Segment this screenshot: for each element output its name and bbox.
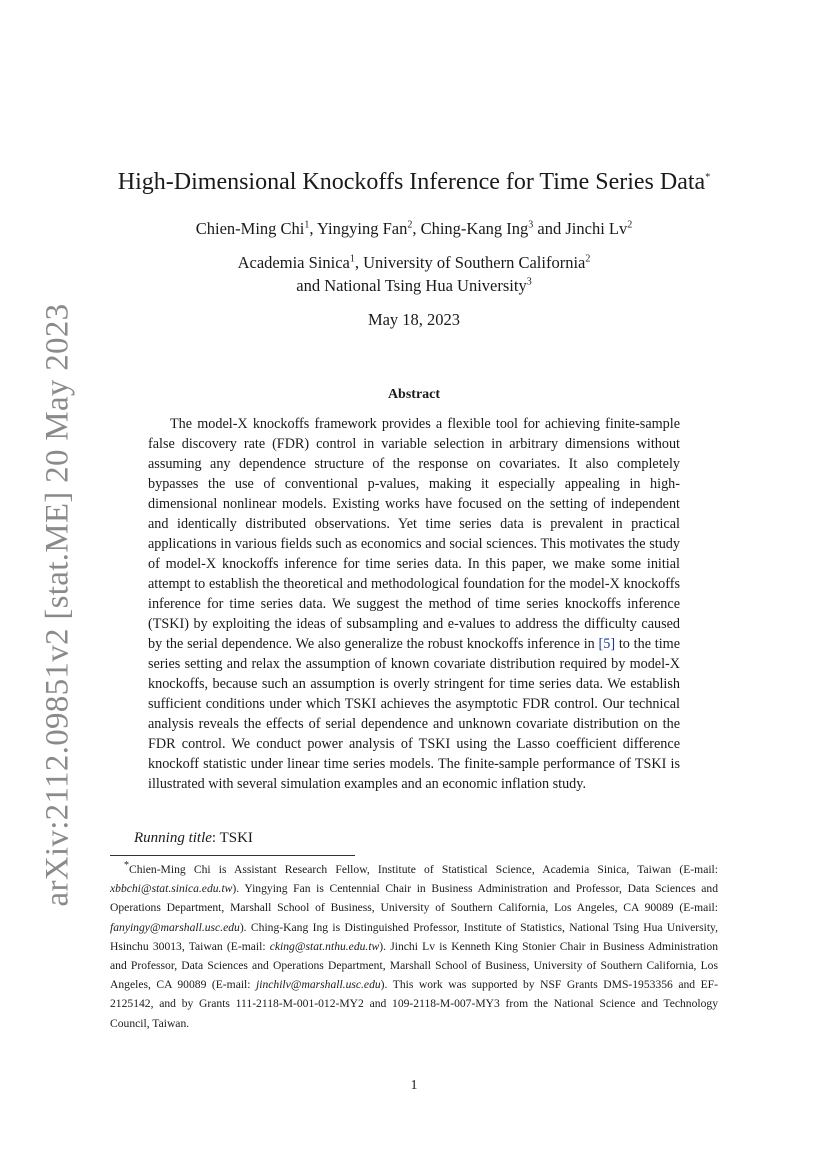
affiliation-name: University of Southern California (363, 253, 586, 272)
footnote-text: ). Ching-Kang Ing is Distinguished Professor, Institute of Statistics, National Tsing Hua University, Hsinchu 30013, Taiwan (E-mail: (110, 920, 718, 953)
abstract-text: The model-X knockoffs framework provides a flexible tool for achieving finite-sample false discovery rate (FDR) control in variable selection in arbitrary dimensions without assuming any dependence structure of the response on covariates. It also completely bypasses the use of conventional p-values, making it especially appealing in high-dimensional nonlinear models. Existing works have focused on the setting of independent and identically distributed observations. Yet time series data is prevalent in practical applications in various fields such as economics and social sciences. This motivates the study of model-X knockoffs inference for time series data. In this paper, we make some initial attempt to establish the theoretical and methodological foundation for the model-X knockoffs inference for time series data. We suggest the method of time series knockoffs inference (TSKI) by exploiting the ideas of subsampling and e-values to address the difficulty caused by the serial dependence. We also generalize the robust knockoffs inference in (148, 416, 680, 652)
running-title-value: TSKI (219, 830, 253, 846)
title-text: High-Dimensional Knockoffs Inference for Time Series Data (117, 169, 706, 195)
author-name: Yingying Fan (317, 219, 408, 238)
email-address: xbbchi@stat.sinica.edu.tw (110, 882, 233, 896)
publication-date: May 18, 2023 (367, 310, 461, 329)
abstract-body (148, 414, 680, 794)
author-name: Ching-Kang Ing (420, 219, 529, 238)
footnote-divider (110, 855, 355, 856)
footnote (110, 860, 718, 1033)
abstract-heading: Abstract (387, 387, 441, 402)
author-separator: , (412, 219, 421, 238)
author-affil-mark: 1 (304, 219, 310, 231)
footnote-mark: * (124, 860, 129, 872)
arxiv-identifier-stamp: arXiv:2112.09851v2 [stat.ME] 20 May 2023 (39, 303, 76, 907)
affiliation-separator: , (354, 253, 364, 272)
author-affil-mark: 3 (528, 219, 534, 231)
email-address: jinchilv@marshall.usc.edu (256, 978, 381, 992)
email-address: fanyingy@marshall.usc.edu (110, 920, 240, 934)
affiliation-line (0, 274, 828, 297)
citation-link[interactable]: [5] (598, 636, 616, 652)
affiliation-mark: 3 (526, 276, 532, 288)
running-title-label: Running title (134, 830, 212, 846)
running-title: Running title: TSKI (134, 830, 253, 846)
page-number: 1 (410, 1078, 418, 1093)
title-footnote-mark: * (705, 172, 711, 183)
affiliation-mark: 1 (349, 253, 355, 265)
affiliation-prefix: and (296, 276, 325, 295)
author-name: Chien-Ming Chi (195, 219, 305, 238)
affiliation-name: National Tsing Hua University (324, 276, 527, 295)
author-list (0, 219, 828, 239)
affiliation-name: Academia Sinica (237, 253, 350, 272)
affiliation-line (0, 251, 828, 274)
footnote-text: Chien-Ming Chi is Assistant Research Fellow, Institute of Statistical Science, Academia Sinica, Taiwan (E-mail: (129, 863, 718, 876)
footnote-text: ). Yingying Fan is Centennial Chair in Business Administration and Professor, Data Sciences and Operations Department, Marshall School of Business, University of Southern California, Los Angeles, CA 90089 (E-mail: (110, 882, 718, 915)
abstract-text: to the time series setting and relax the assumption of known covariate distribution required by model-X knockoffs, because such an assumption is overly stringent for time series data. We establish sufficient conditions under which TSKI achieves the asymptotic FDR control. Our technical analysis reveals the effects of serial dependence and unknown covariate distribution on the FDR control. We conduct power analysis of TSKI using the Lasso coefficient difference knockoff statistic under linear time series models. The finite-sample performance of TSKI is illustrated with several simulation examples and an economic inflation study. (148, 636, 680, 792)
footnote-text: ). Jinchi Lv is Kenneth King Stonier Chair in Business Administration and Professor, Data Sciences and Operations Department, Marshall School of Business, University of Southern California, Los Angeles, CA 90089 (E-mail: (110, 939, 718, 992)
email-address: cking@stat.nthu.edu.tw (269, 939, 380, 953)
author-name: Jinchi Lv (565, 219, 628, 238)
affiliations (0, 251, 828, 297)
author-conjunction: and (533, 219, 566, 238)
paper-title (0, 167, 828, 197)
author-separator: , (309, 219, 318, 238)
affiliation-mark: 2 (585, 253, 591, 265)
footnote-text: ). This work was supported by NSF Grants DMS-1953356 and EF-2125142, and by Grants 111-2118-M-001-012-MY2 and 109-2118-M-007-MY3 from the National Science and Technology Council, Taiwan. (110, 978, 718, 1030)
author-affil-mark: 2 (627, 219, 633, 231)
author-affil-mark: 2 (407, 219, 413, 231)
